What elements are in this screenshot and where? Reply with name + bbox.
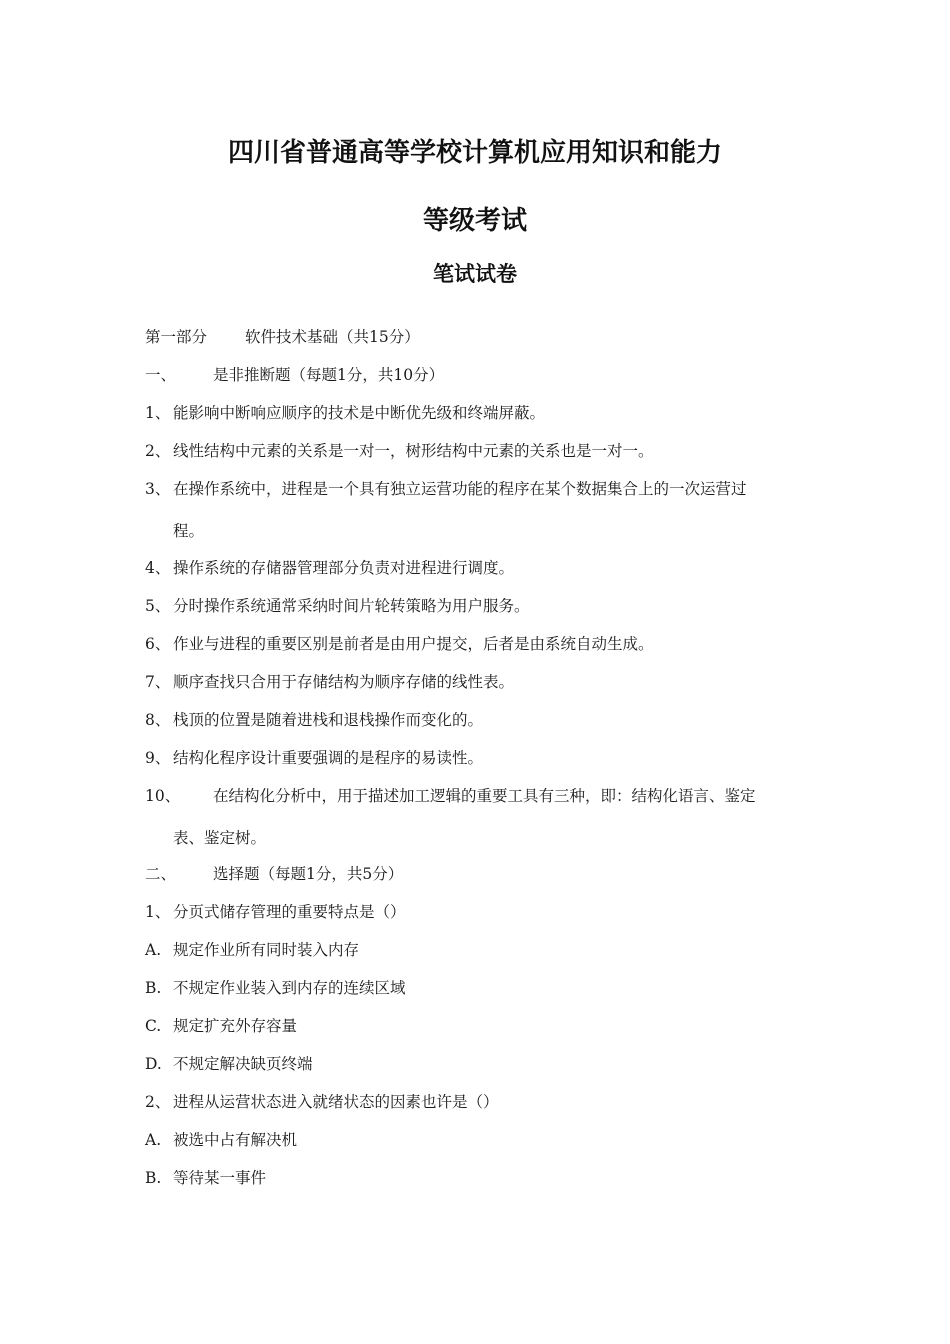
option-b: B. 不规定作业装入到内存的连续区域 bbox=[145, 979, 406, 997]
option-b: B. 等待某一事件 bbox=[145, 1169, 267, 1187]
list-item: 6、 作业与进程的重要区别是前者是由用户提交，后者是由系统自动生成。 bbox=[145, 635, 654, 653]
part1-title: 软件技术基础（共15分） bbox=[245, 328, 420, 346]
section1-title: 是非推断题（每题1分，共10分） bbox=[213, 366, 445, 384]
doc-title-line2: 等级考试 bbox=[422, 206, 527, 236]
question-2: 2、 进程从运营状态进入就绪状态的因素也许是（） bbox=[145, 1093, 499, 1111]
section1-heading bbox=[145, 365, 444, 385]
doc-title-line1: 四川省普通高等学校计算机应用知识和能力 bbox=[227, 138, 722, 168]
list-item: 1、 能影响中断响应顺序的技术是中断优先级和终端屏蔽。 bbox=[145, 404, 546, 422]
list-item: 10、 在结构化分析中，用于描述加工逻辑的重要工具有三种，即：结构化语言、鉴定 bbox=[145, 787, 756, 805]
list-item: 4、 操作系统的存储器管理部分负责对进程进行调度。 bbox=[145, 559, 515, 577]
list-item: 7、 顺序查找只合用于存储结构为顺序存储的线性表。 bbox=[145, 673, 515, 691]
part1-heading bbox=[145, 327, 420, 347]
list-item-continuation: 表、鉴定树。 bbox=[173, 829, 267, 847]
section2-heading bbox=[145, 864, 403, 884]
list-item-continuation: 程。 bbox=[173, 522, 205, 540]
list-item: 9、 结构化程序设计重要强调的是程序的易读性。 bbox=[145, 749, 484, 767]
list-item: 8、 栈顶的位置是随着进栈和退栈操作而变化的。 bbox=[145, 711, 484, 729]
option-a: A. 规定作业所有同时装入内存 bbox=[145, 941, 360, 959]
list-item: 5、 分时操作系统通常采纳时间片轮转策略为用户服务。 bbox=[145, 597, 530, 615]
option-a: A. 被选中占有解决机 bbox=[145, 1131, 298, 1149]
part1-label: 第一部分 bbox=[145, 328, 208, 346]
section1-num: 一、 bbox=[145, 366, 177, 384]
section2-title: 选择题（每题1分，共5分） bbox=[213, 865, 404, 883]
section2-num: 二、 bbox=[145, 865, 177, 883]
question-1: 1、 分页式储存管理的重要特点是（） bbox=[145, 903, 406, 921]
option-c: C. 规定扩充外存容量 bbox=[145, 1017, 298, 1035]
list-item: 3、 在操作系统中，进程是一个具有独立运营功能的程序在某个数据集合上的一次运营过 bbox=[145, 480, 747, 498]
list-item: 2、 线性结构中元素的关系是一对一，树形结构中元素的关系也是一对一。 bbox=[145, 442, 654, 460]
option-d: D. 不规定解决缺页终端 bbox=[145, 1055, 313, 1073]
doc-subtitle: 笔试试卷 bbox=[433, 261, 517, 286]
